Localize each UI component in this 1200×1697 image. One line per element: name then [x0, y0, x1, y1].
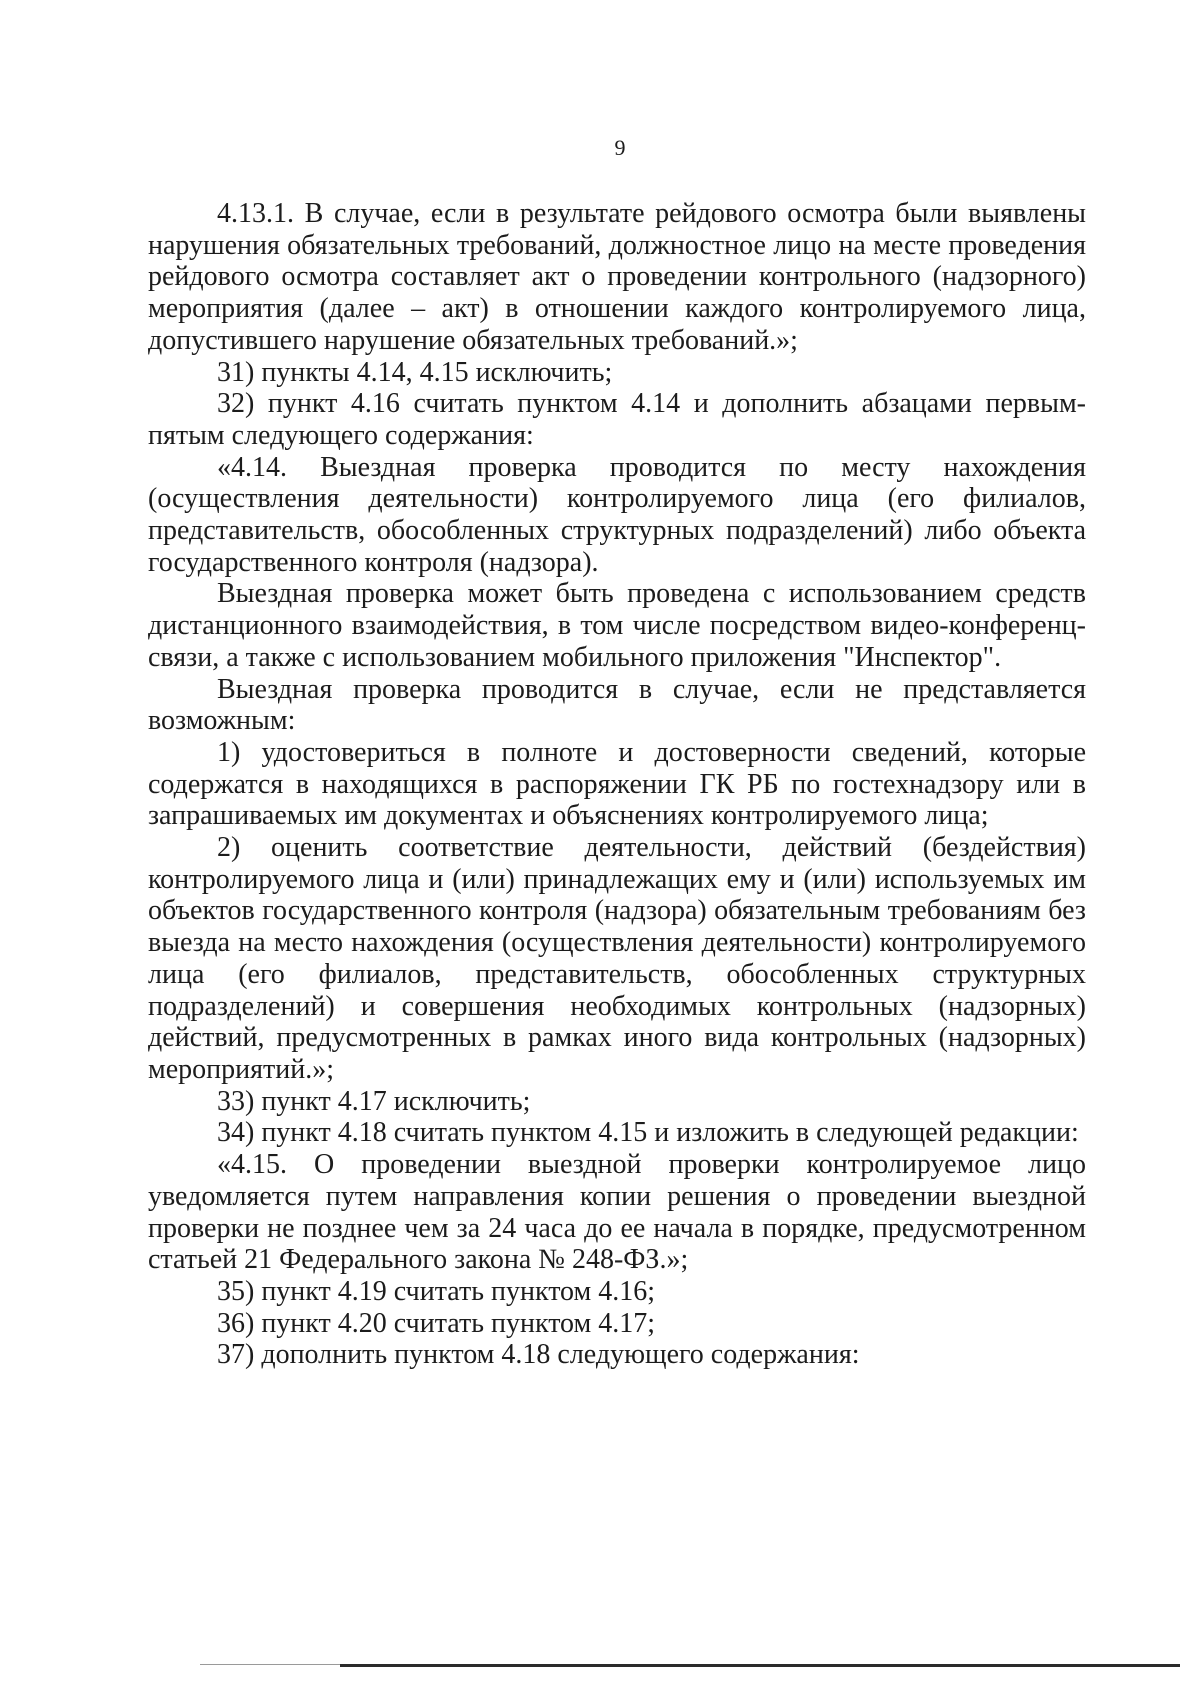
paragraph-item-34: 34) пункт 4.18 считать пунктом 4.15 и изложить в следующей редакции:	[217, 1117, 1079, 1149]
paragraph-item-36: 36) пункт 4.20 считать пунктом 4.17;	[217, 1307, 656, 1339]
paragraph-4-14: «4.14. Выездная проверка проводится по месту нахождения (осуществления деятельности) контролируемого лица (его филиалов, представительств, обособленных структурных подразделений) либо объекта государственного контроля (надзора).	[148, 451, 1086, 578]
page-number: 9	[614, 135, 626, 160]
paragraph-item-31: 31) пункты 4.14, 4.15 исключить;	[217, 356, 613, 388]
paragraph-item-35: 35) пункт 4.19 считать пунктом 4.16;	[217, 1275, 656, 1307]
scan-edge-line-faint	[200, 1664, 340, 1665]
paragraph-item-33: 33) пункт 4.17 исключить;	[217, 1085, 531, 1117]
scan-edge-line	[340, 1664, 1180, 1667]
paragraph-remote-inspection: Выездная проверка может быть проведена с использованием средств дистанционного взаимодействия, в том числе посредством видео-конференц-связи, а также с использованием мобильного приложения "Инспектор".	[148, 578, 1086, 673]
paragraph-item-32: 32) пункт 4.16 считать пунктом 4.14 и дополнить абзацами первым-пятым следующего содержания:	[148, 388, 1086, 451]
paragraph-condition-2: 2) оценить соответствие деятельности, действий (бездействия) контролируемого лица и (или) принадлежащих ему и (или) используемых им объектов государственного контроля (надзора) обязательным требованиям без выезда на место нахождения (осуществления деятельности) контролируемого лица (его филиалов, представительств, обособленных структурных подразделений) и совершения необходимых контрольных (надзорных) действий, предусмотренных в рамках иного вида контрольных (надзорных) мероприятий.»;	[148, 832, 1086, 1085]
paragraph-4-15: «4.15. О проведении выездной проверки контролируемое лицо уведомляется путем направления копии решения о проведении выездной проверки не позднее чем за 24 часа до ее начала в порядке, предусмотренном статьей 21 Федерального закона № 248-ФЗ.»;	[148, 1149, 1086, 1276]
paragraph-inspection-conditions: Выездная проверка проводится в случае, если не представляется возможным:	[148, 673, 1086, 737]
paragraph-condition-1: 1) удостовериться в полноте и достоверности сведений, которые содержатся в находящихся в распоряжении ГК РБ по гостехнадзору или в запрашиваемых им документах и объяснениях контролируемого лица;	[148, 736, 1086, 832]
document-body	[148, 198, 1086, 1371]
paragraph-4-13-1: 4.13.1. В случае, если в результате рейдового осмотра были выявлены нарушения обязательных требований, должностное лицо на месте проведения рейдового осмотра составляет акт о проведении контрольного (надзорного) мероприятия (далее – акт) в отношении каждого контролируемого лица, допустившего нарушение обязательных требований.»;	[148, 198, 1086, 356]
paragraph-item-37: 37) дополнить пунктом 4.18 следующего содержания:	[217, 1339, 860, 1371]
